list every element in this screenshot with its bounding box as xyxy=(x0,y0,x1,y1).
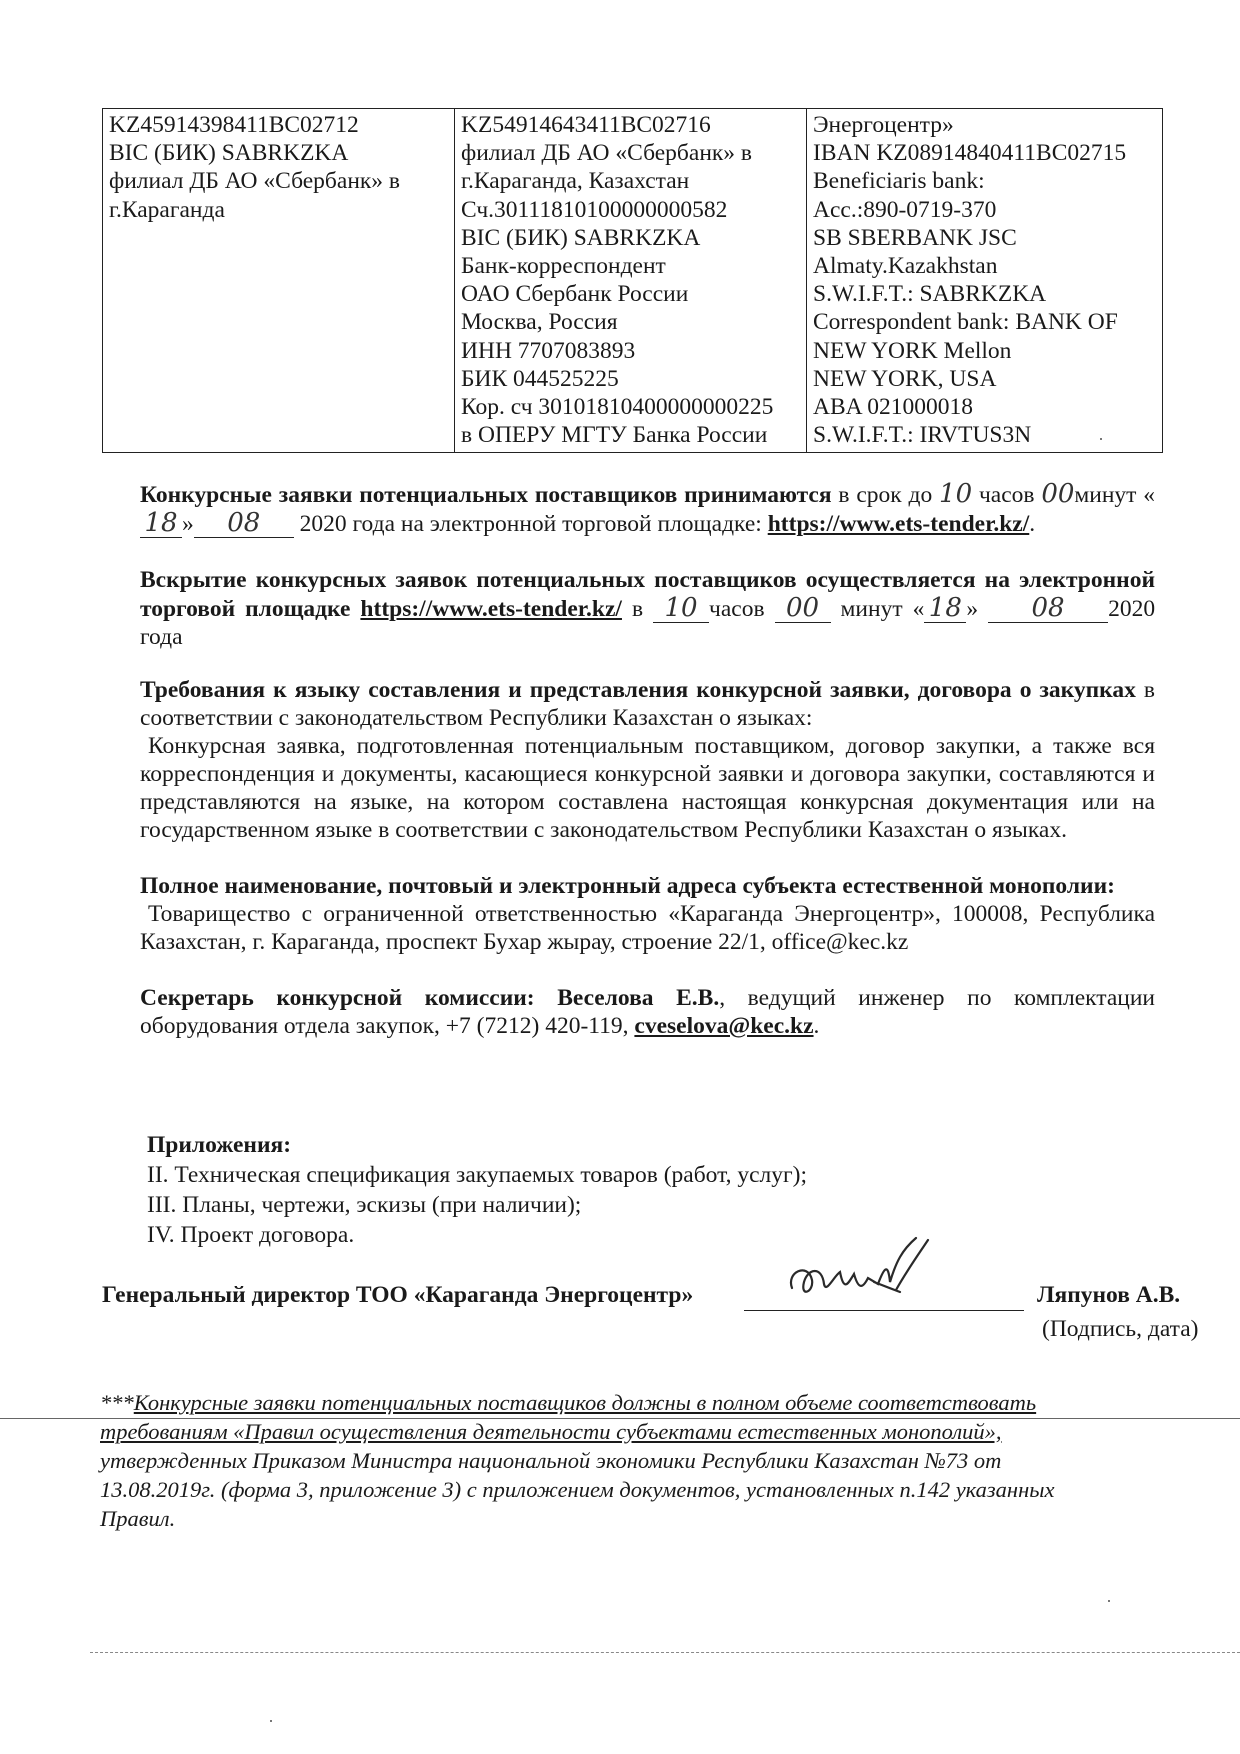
bank-line: S.W.I.F.T.: IRVTUS3N xyxy=(813,422,1032,449)
deadline-end: . xyxy=(1029,511,1036,537)
bank-line: NEW YORK Mellon xyxy=(813,337,1012,364)
language-lead-rest: в соответствии с законодательством Республики Казахстан о языках: xyxy=(140,677,1155,731)
bank-col-3 xyxy=(807,109,1163,453)
deadline-paragraph xyxy=(140,480,1155,538)
bank-line: ИНН 7707083893 xyxy=(461,337,636,364)
footnote-rest: утвержденных Приказом Министра национальной экономики Республики Казахстан №73 от 13.08.2019г. (форма 3, приложение 3) с приложением документов, установленных п.142 указанных Правил. xyxy=(100,1448,1055,1531)
handwritten-opening-day: 18 xyxy=(924,594,966,623)
annex-item: II. Техническая спецификация закупаемых товаров (работ, услуг); xyxy=(147,1162,808,1188)
scan-dot xyxy=(1108,1600,1110,1602)
opening-close-quote: » xyxy=(966,596,979,622)
signature-line xyxy=(744,1310,1024,1311)
opening-paragraph xyxy=(140,566,1155,651)
annexes-section xyxy=(147,1130,807,1250)
bank-line: BIC (БИК) SABRKZKA xyxy=(109,140,349,167)
bank-line: BIC (БИК) SABRKZKA xyxy=(461,224,701,251)
bank-line: филиал ДБ АО «Сбербанк» в xyxy=(109,168,401,195)
scan-dot xyxy=(1100,438,1102,440)
deadline-year-text: 2020 года на электронной торговой площадке: xyxy=(299,511,762,537)
secretary-section xyxy=(140,984,1155,1040)
scan-line xyxy=(0,1418,1240,1419)
bank-line: SB SBERBANK JSC xyxy=(813,224,1017,251)
bank-line: ОАО Сбербанк России xyxy=(461,281,689,308)
bank-line: Acc.:890-0719-370 xyxy=(813,196,997,223)
opening-minutes-label: минут xyxy=(840,596,903,622)
monopoly-colon: : xyxy=(1107,873,1115,899)
handwritten-month: 08 xyxy=(194,509,294,538)
handwritten-hour: 10 xyxy=(939,479,973,509)
deadline-quote: » xyxy=(182,511,194,537)
signature-row xyxy=(102,1276,1199,1342)
bank-line: Correspondent bank: BANK OF xyxy=(813,309,1118,336)
bank-line: S.W.I.F.T.: SABRKZKA xyxy=(813,281,1047,308)
bank-line: Москва, Россия xyxy=(461,309,618,336)
language-bold-lead: Требования к языку составления и представления конкурсной заявки, договора о закупках xyxy=(140,677,1136,703)
director-title: Генеральный директор ТОО «Караганда Энергоцентр» xyxy=(102,1282,694,1308)
deadline-text: в срок до xyxy=(838,482,933,508)
ets-tender-link-2[interactable]: https://www.ets-tender.kz/ xyxy=(360,596,622,622)
handwritten-opening-minute: 00 xyxy=(775,594,831,623)
ets-tender-link[interactable]: https://www.ets-tender.kz/ xyxy=(767,511,1030,537)
monopoly-body: Товарищество с ограниченной ответственностью «Караганда Энергоцентр», 100008, Республика Казахстан, г. Караганда, проспект Бухар жырау, строение 22/1, office@kec.kz xyxy=(140,901,1155,955)
scan-line xyxy=(90,1652,1240,1653)
opening-year-text: 2020 года xyxy=(140,596,1156,650)
opening-bold-lead: Вскрытие конкурсных заявок потенциальных поставщиков осуществляется на электронной торговой площадке xyxy=(140,567,1155,622)
scan-dot xyxy=(270,1720,272,1722)
bank-line: в ОПЕРУ МГТУ Банка России xyxy=(461,422,768,449)
bank-line: NEW YORK, USA xyxy=(813,365,997,392)
bank-line: Кор. сч 30101810400000000225 xyxy=(461,394,774,421)
monopoly-section xyxy=(140,872,1155,956)
footnote xyxy=(100,1388,1120,1533)
bank-details-table xyxy=(102,108,1163,453)
bank-line: IBAN KZ08914840411BC02715 xyxy=(813,140,1127,167)
bank-line: KZ54914643411BC02716 xyxy=(461,112,711,138)
deadline-hours-label: часов xyxy=(978,482,1035,508)
bank-line: KZ45914398411BC02712 xyxy=(109,112,359,138)
secretary-end: . xyxy=(813,1013,820,1039)
opening-hours-label: часов xyxy=(709,596,765,622)
bank-line: г.Караганда xyxy=(109,196,225,223)
handwritten-opening-hour: 10 xyxy=(653,594,709,623)
handwritten-minute: 00 xyxy=(1041,479,1075,509)
footnote-stars: *** xyxy=(100,1390,134,1415)
bank-line: Almaty.Kazakhstan xyxy=(813,253,998,280)
language-body: Конкурсная заявка, подготовленная потенциальным поставщиком, договор закупки, а также вся корреспонденция и документы, касающиеся конкурсной заявки и договора закупки, составляются и представляются на языке, на котором составлена настоящая конкурсная документация или на государственном языке в соответствии с законодательством Республики Казахстан о языках. xyxy=(140,733,1155,843)
deadline-minutes-label: минут « xyxy=(1074,482,1156,508)
bank-line: г.Караганда, Казахстан xyxy=(461,168,690,195)
director-name: Ляпунов А.В. xyxy=(1037,1282,1181,1308)
opening-open-quote: « xyxy=(912,596,925,622)
signature-caption: (Подпись, дата) xyxy=(1042,1316,1199,1342)
bank-line: Энергоцентр» xyxy=(813,112,954,138)
secretary-email-link[interactable]: cveselova@kec.kz xyxy=(634,1013,814,1039)
table-row xyxy=(103,109,1163,453)
bank-line: Сч.30111810100000000582 xyxy=(461,196,728,223)
secretary-body: , ведущий инженер по комплектации оборудования отдела закупок, +7 (7212) 420-119, xyxy=(140,985,1155,1039)
bank-col-1 xyxy=(103,109,455,453)
bank-line: Банк-корреспондент xyxy=(461,253,666,280)
bank-line: Beneficiaris bank: xyxy=(813,168,985,195)
bank-line: ABA 021000018 xyxy=(813,394,973,421)
opening-in: в xyxy=(631,596,644,622)
language-requirements xyxy=(140,676,1155,844)
footnote-underlined: Конкурсные заявки потенциальных поставщиков должны в полном объеме соответствовать требованиям «Правил осуществления деятельности субъектами естественных монополий», xyxy=(100,1390,1037,1444)
handwritten-opening-month: 08 xyxy=(988,594,1108,623)
annexes-title: Приложения: xyxy=(147,1132,292,1158)
bank-line: БИК 044525225 xyxy=(461,365,619,392)
bank-line: филиал ДБ АО «Сбербанк» в xyxy=(461,140,753,167)
bank-col-2 xyxy=(455,109,807,453)
annex-item: IV. Проект договора. xyxy=(147,1222,355,1248)
annex-item: III. Планы, чертежи, эскизы (при наличии); xyxy=(147,1192,582,1218)
deadline-bold-lead: Конкурсные заявки потенциальных поставщиков принимаются xyxy=(140,482,832,508)
handwritten-day: 18 xyxy=(140,509,182,538)
monopoly-bold-lead: Полное наименование, почтовый и электронный адреса субъекта естественной монополии xyxy=(140,873,1108,899)
secretary-bold-lead: Секретарь конкурсной комиссии: Веселова Е.В. xyxy=(140,985,720,1011)
